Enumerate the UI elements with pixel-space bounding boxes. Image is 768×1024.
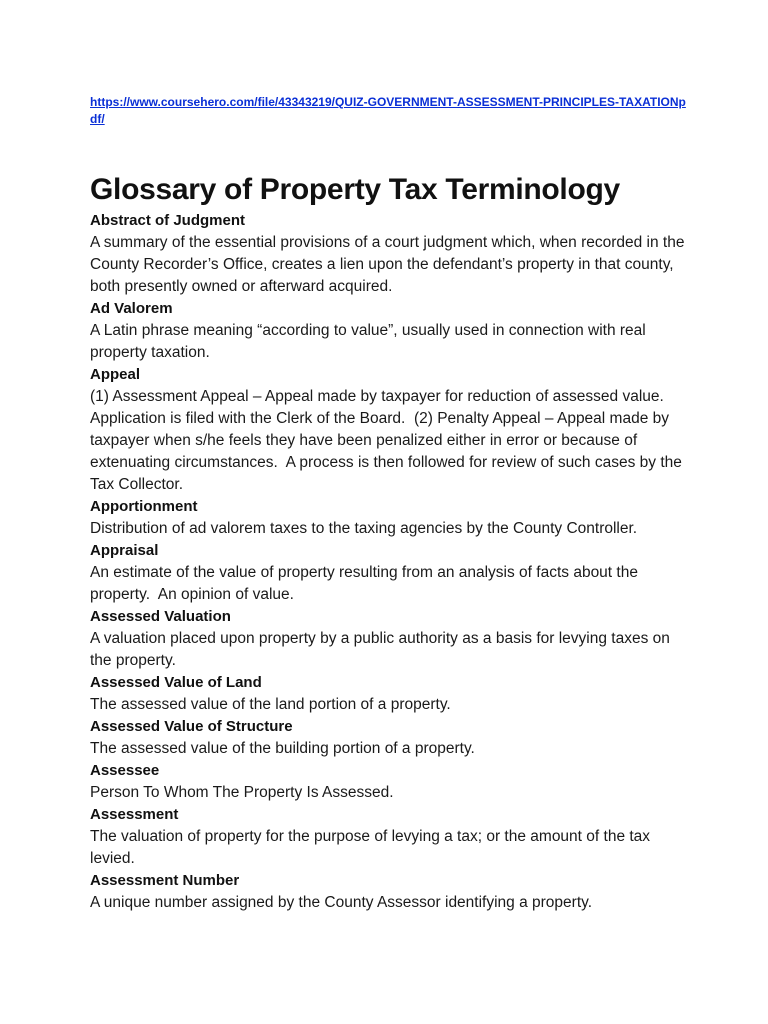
glossary-definition: A unique number assigned by the County Assessor identifying a property. (90, 894, 593, 911)
source-link[interactable]: https://www.coursehero.com/file/43343219/QUIZ-GOVERNMENT-ASSESSMENT-PRINCIPLES-TAXATIONpdf/ (90, 95, 686, 126)
glossary-entry (90, 716, 690, 760)
glossary-definition: (1) Assessment Appeal – Appeal made by taxpayer for reduction of assessed value. Application is filed with the Clerk of the Board. (2) Penalty Appeal – Appeal made by taxpayer when s/he feels they have been penalized either in error or because of extenuating circumstances. A process is then followed for review of such cases by the Tax Collector. (90, 388, 686, 493)
glossary-definition: A valuation placed upon property by a public authority as a basis for levying taxes on the property. (90, 630, 675, 669)
glossary-list (90, 210, 690, 914)
glossary-definition: A Latin phrase meaning “according to value”, usually used in connection with real property taxation. (90, 322, 651, 361)
glossary-term: Assessed Value of Structure (90, 718, 293, 735)
glossary-term: Assessee (90, 762, 160, 779)
glossary-definition: A summary of the essential provisions of a court judgment which, when recorded in the County Recorder’s Office, creates a lien upon the defendant’s property in that county, both presently owned or afterward acquired. (90, 234, 689, 295)
glossary-entry (90, 298, 690, 364)
glossary-definition: An estimate of the value of property resulting from an analysis of facts about the property. An opinion of value. (90, 564, 643, 603)
document-page (90, 94, 690, 914)
glossary-definition: Distribution of ad valorem taxes to the taxing agencies by the County Controller. (90, 520, 638, 537)
glossary-term: Appeal (90, 366, 141, 383)
glossary-term: Assessed Value of Land (90, 674, 262, 691)
glossary-term: Assessment Number (90, 872, 240, 889)
glossary-entry (90, 760, 690, 804)
glossary-entry (90, 672, 690, 716)
glossary-definition: The assessed value of the land portion of a property. (90, 696, 451, 713)
glossary-entry (90, 606, 690, 672)
glossary-definition: The valuation of property for the purpose of levying a tax; or the amount of the tax levied. (90, 828, 655, 867)
glossary-definition: Person To Whom The Property Is Assessed. (90, 784, 394, 801)
glossary-entry (90, 540, 690, 606)
glossary-term: Abstract of Judgment (90, 212, 246, 229)
glossary-term: Assessed Valuation (90, 608, 231, 625)
glossary-entry (90, 364, 690, 496)
glossary-term: Ad Valorem (90, 300, 173, 317)
glossary-entry (90, 496, 690, 540)
glossary-term: Assessment (90, 806, 179, 823)
page-title: Glossary of Property Tax Terminology (90, 173, 620, 206)
glossary-term: Appraisal (90, 542, 159, 559)
glossary-entry (90, 210, 690, 298)
glossary-entry (90, 804, 690, 870)
glossary-term: Apportionment (90, 498, 198, 515)
glossary-entry (90, 870, 690, 914)
glossary-definition: The assessed value of the building portion of a property. (90, 740, 475, 757)
